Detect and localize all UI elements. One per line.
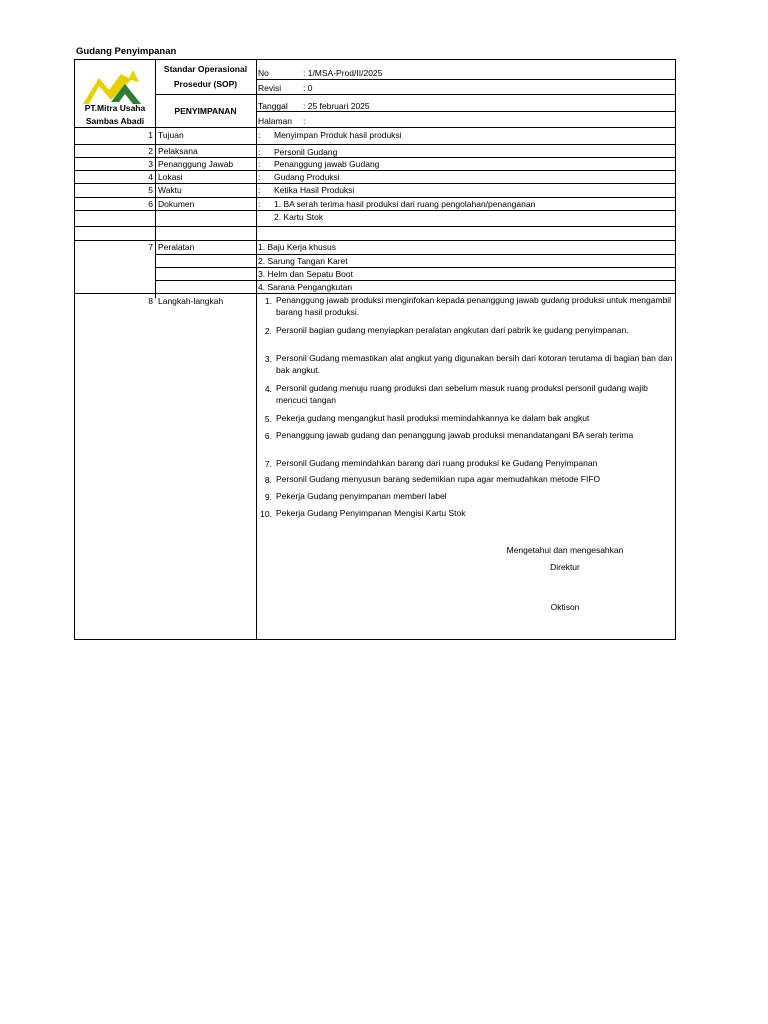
row-num: 5 bbox=[148, 185, 153, 195]
step-number: 2. bbox=[264, 326, 272, 336]
divider bbox=[155, 280, 676, 281]
divider bbox=[75, 293, 676, 294]
row-label: Penanggung Jawab bbox=[158, 159, 234, 169]
row-colon: : bbox=[258, 147, 261, 157]
step-text: Personil gudang menuju ruang produksi dan sebelum masuk ruang produksi personil gudang wajib mencuci tangan bbox=[276, 383, 648, 405]
step-number: 7. bbox=[264, 459, 272, 469]
step-text: Pekerja gudang mengangkut hasil produksi memindahkannya ke dalam bak angkut bbox=[276, 413, 590, 423]
signature-title: Direktur bbox=[550, 562, 580, 572]
row-label: Tujuan bbox=[158, 130, 184, 140]
step-text: Personil Gudang memindahkan barang dari ruang produksi ke Gudang Penyimpanan bbox=[276, 458, 598, 468]
field-value-tanggal: : 25 februari 2025 bbox=[303, 101, 370, 111]
peralatan-item: 2. Sarung Tangan Karet bbox=[258, 256, 348, 266]
section-title: PENYIMPANAN bbox=[174, 106, 237, 116]
step-number: 9. bbox=[264, 492, 272, 502]
step-number: 6. bbox=[264, 431, 272, 441]
step-text: Penanggung jawab produksi menginfokan kepada penanggung jawab gudang produksi untuk mengambil barang hasil produksi. bbox=[276, 295, 672, 317]
field-label-tanggal: Tanggal bbox=[258, 101, 288, 111]
step-number: 4. bbox=[264, 384, 272, 394]
row-value: 1. BA serah terima hasil produksi dari ruang pengolahan/penanganan bbox=[274, 199, 536, 209]
peralatan-item: 4. Sarana Pengangkutan bbox=[258, 282, 353, 292]
row-label: Pelaksana bbox=[158, 146, 198, 156]
divider bbox=[155, 267, 676, 268]
sop-title-line2: Prosedur (SOP) bbox=[173, 79, 238, 89]
step-text: Personil Gudang memastikan alat angkut yang digunakan bersih dari kotoran terutama di bagian ban dan bak angkut. bbox=[276, 353, 673, 375]
row-label: Lokasi bbox=[158, 172, 183, 182]
row-colon: : bbox=[258, 130, 261, 140]
row-value: Ketika Hasil Produksi bbox=[274, 185, 355, 195]
step-number: 5. bbox=[264, 414, 272, 424]
divider bbox=[75, 127, 676, 128]
row-label: Langkah-langkah bbox=[158, 296, 224, 306]
row-value: Personil Gudang bbox=[274, 147, 338, 157]
divider bbox=[155, 254, 676, 255]
company-name-line1: PT.Mitra Usaha bbox=[84, 103, 146, 113]
field-label-halaman: Halaman bbox=[258, 116, 293, 126]
row-num: 7 bbox=[148, 242, 153, 252]
step-text: Personil bagian gudang menyiapkan peralatan angkutan dari pabrik ke gudang penyimpanan. bbox=[276, 325, 629, 335]
divider bbox=[75, 210, 676, 211]
row-num: 3 bbox=[148, 159, 153, 169]
step-number: 8. bbox=[264, 475, 272, 485]
row-value: Menyimpan Produk hasil produksi bbox=[274, 130, 402, 140]
row-num: 2 bbox=[148, 146, 153, 156]
field-label-no: No bbox=[258, 68, 269, 78]
step-number: 1. bbox=[264, 296, 272, 306]
peralatan-item: 1. Baju Kerja khusus bbox=[258, 242, 336, 252]
company-logo bbox=[81, 68, 145, 106]
signature-approval: Mengetahui dan mengesahkan bbox=[506, 545, 624, 555]
step-number: 3. bbox=[264, 354, 272, 364]
row-label: Dokumen bbox=[158, 199, 195, 209]
row-num: 1 bbox=[148, 130, 153, 140]
field-value-no: : 1/MSA-Prod/II/2025 bbox=[303, 68, 383, 78]
divider bbox=[256, 79, 676, 80]
peralatan-item: 3. Helm dan Sepatu Boot bbox=[258, 269, 353, 279]
divider bbox=[75, 157, 676, 158]
row-colon: : bbox=[258, 159, 261, 169]
dokumen-extra: 2. Kartu Stok bbox=[274, 212, 324, 222]
row-num: 8 bbox=[148, 296, 153, 306]
row-colon: : bbox=[258, 172, 261, 182]
company-name-line2: Sambas Abadi bbox=[85, 116, 145, 126]
step-text: Personil Gudang menyusun barang sedemikian rupa agar memudahkan metode FIFO bbox=[276, 474, 601, 484]
row-value: Gudang Produksi bbox=[274, 172, 340, 182]
divider bbox=[75, 144, 676, 145]
divider bbox=[75, 170, 676, 171]
divider bbox=[75, 197, 676, 198]
row-colon: : bbox=[258, 185, 261, 195]
sop-table bbox=[74, 59, 676, 640]
row-value: Penanggung jawab Gudang bbox=[274, 159, 380, 169]
field-value-revisi: : 0 bbox=[303, 83, 313, 93]
field-label-revisi: Revisi bbox=[258, 83, 282, 93]
divider bbox=[155, 94, 676, 95]
step-text: Penanggung jawab gudang dan penanggung jawab produksi menandatangani BA serah terima bbox=[276, 430, 634, 440]
row-colon: : bbox=[258, 199, 261, 209]
divider bbox=[75, 226, 676, 227]
divider bbox=[75, 240, 676, 241]
divider bbox=[256, 111, 676, 112]
step-text: Pekerja Gudang Penyimpanan Mengisi Kartu Stok bbox=[276, 508, 466, 518]
row-label: Waktu bbox=[158, 185, 182, 195]
step-text: Pekerja Gudang penyimpanan memberi label bbox=[276, 491, 447, 501]
page-title: Gudang Penyimpanan bbox=[76, 46, 177, 57]
sop-title-line1: Standar Operasional bbox=[163, 64, 248, 74]
divider bbox=[75, 183, 676, 184]
divider bbox=[155, 60, 156, 298]
row-num: 4 bbox=[148, 172, 153, 182]
divider bbox=[256, 60, 257, 640]
row-label: Peralatan bbox=[158, 242, 195, 252]
row-num: 6 bbox=[148, 199, 153, 209]
field-value-halaman: : bbox=[303, 116, 306, 126]
signature-name: Oktison bbox=[550, 602, 580, 612]
step-number: 10. bbox=[260, 509, 272, 519]
